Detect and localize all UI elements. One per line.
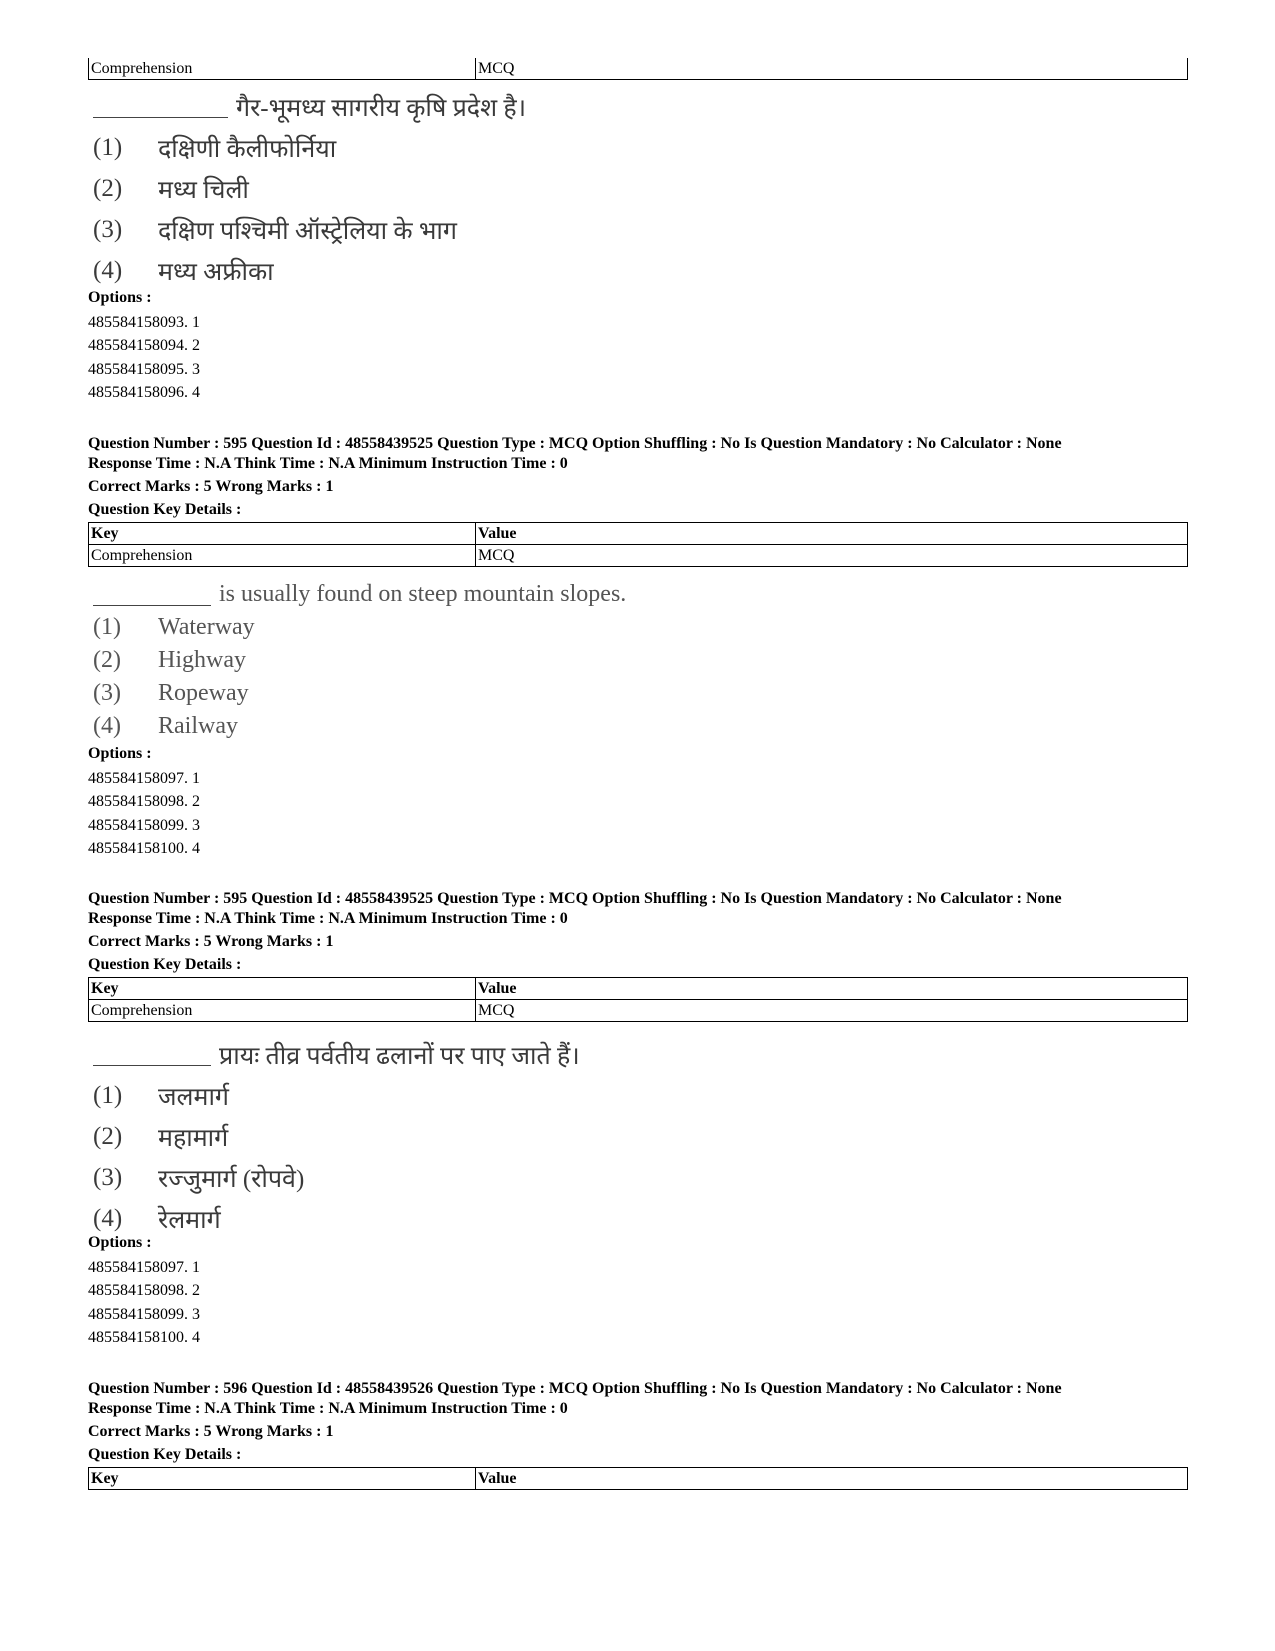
question-image xyxy=(93,1034,580,1239)
table-header-row xyxy=(89,978,1188,1000)
table-header-key: Key xyxy=(89,978,476,1000)
option-number: (2) xyxy=(93,1122,123,1150)
question-meta-line: Question Number : 596 Question Id : 48558439526 Question Type : MCQ Option Shuffling : No Is Question Mandatory : No Calculator : None xyxy=(88,1380,1062,1397)
option-number: (1) xyxy=(93,614,121,640)
key-value-table xyxy=(88,977,1188,1022)
option-id: 485584158098. 2 xyxy=(88,793,200,811)
key-value-table xyxy=(88,1467,1188,1490)
question-option xyxy=(93,1116,580,1157)
table-cell-value: MCQ xyxy=(476,1000,1188,1022)
option-id: 485584158096. 4 xyxy=(88,383,200,401)
question-option xyxy=(93,1198,580,1239)
option-number: (1) xyxy=(93,1081,123,1109)
question-option xyxy=(93,127,526,168)
table-header-value: Value xyxy=(476,1468,1188,1490)
option-text: जलमार्ग xyxy=(158,1083,230,1111)
question-meta-line: Response Time : N.A Think Time : N.A Minimum Instruction Time : 0 xyxy=(88,454,568,472)
question-meta xyxy=(88,434,1062,519)
question-option xyxy=(93,209,526,250)
table-row xyxy=(89,58,1188,80)
table-cell-value: MCQ xyxy=(476,545,1188,567)
question-stem-text: प्रायः तीव्र पर्वतीय ढलानों पर पाए जाते हैं। xyxy=(219,1042,580,1070)
table-cell-key: Comprehension xyxy=(89,545,476,567)
table-row xyxy=(89,545,1188,567)
key-details-label: Question Key Details : xyxy=(88,1445,242,1463)
question-stem-text: गैर-भूमध्य सागरीय कृषि प्रदेश है। xyxy=(236,94,527,122)
table-header-row xyxy=(89,1468,1188,1490)
question-option xyxy=(93,1075,580,1116)
table-header-key: Key xyxy=(89,523,476,545)
question-meta xyxy=(88,1379,1062,1464)
option-text: रज्जुमार्ग (रोपवे) xyxy=(158,1165,305,1193)
option-text: Highway xyxy=(158,647,246,673)
option-number: (3) xyxy=(93,1163,123,1191)
option-number: (2) xyxy=(93,647,121,673)
answer-blank xyxy=(93,1043,211,1066)
option-text: दक्षिण पश्चिमी ऑस्ट्रेलिया के भाग xyxy=(158,217,457,245)
options-list xyxy=(88,311,200,404)
question-meta-line: Response Time : N.A Think Time : N.A Minimum Instruction Time : 0 xyxy=(88,909,568,927)
option-number: (3) xyxy=(93,680,121,706)
key-value-table xyxy=(88,522,1188,567)
question-option xyxy=(93,644,626,677)
option-id: 485584158095. 3 xyxy=(88,360,200,378)
question-option xyxy=(93,677,626,710)
option-id: 485584158100. 4 xyxy=(88,1328,200,1346)
option-number: (4) xyxy=(93,256,123,284)
option-text: Ropeway xyxy=(158,680,249,706)
question-stem-text: is usually found on steep mountain slopes. xyxy=(219,581,627,607)
table-cell-key: Comprehension xyxy=(89,1000,476,1022)
question-option xyxy=(93,611,626,644)
options-label: Options : xyxy=(88,745,152,762)
question-option xyxy=(93,250,526,291)
option-number: (3) xyxy=(93,215,123,243)
option-text: Railway xyxy=(158,713,238,739)
option-number: (1) xyxy=(93,133,123,161)
table-cell-value: MCQ xyxy=(476,58,1188,80)
option-text: महामार्ग xyxy=(158,1124,229,1152)
option-text: मध्य चिली xyxy=(158,176,249,204)
table-cell-key: Comprehension xyxy=(89,58,476,80)
question-meta-line: Response Time : N.A Think Time : N.A Minimum Instruction Time : 0 xyxy=(88,1399,568,1417)
question-option xyxy=(93,1157,580,1198)
option-number: (4) xyxy=(93,713,121,739)
option-id: 485584158094. 2 xyxy=(88,337,200,355)
option-id: 485584158099. 3 xyxy=(88,816,200,834)
question-stem xyxy=(93,578,626,611)
marks-line: Correct Marks : 5 Wrong Marks : 1 xyxy=(88,477,334,495)
question-image xyxy=(93,86,526,291)
table-header-row xyxy=(89,523,1188,545)
option-number: (2) xyxy=(93,174,123,202)
options-list xyxy=(88,1256,200,1349)
key-details-label: Question Key Details : xyxy=(88,500,242,518)
options-label: Options : xyxy=(88,289,152,306)
question-meta-line: Question Number : 595 Question Id : 48558439525 Question Type : MCQ Option Shuffling : No Is Question Mandatory : No Calculator : None xyxy=(88,890,1062,907)
question-meta-line: Question Number : 595 Question Id : 48558439525 Question Type : MCQ Option Shuffling : No Is Question Mandatory : No Calculator : None xyxy=(88,435,1062,452)
question-meta xyxy=(88,889,1062,974)
answer-blank xyxy=(93,583,211,606)
option-id: 485584158097. 1 xyxy=(88,770,200,787)
option-id: 485584158100. 4 xyxy=(88,839,200,857)
question-stem xyxy=(93,86,526,127)
question-image xyxy=(93,578,626,743)
option-id: 485584158099. 3 xyxy=(88,1305,200,1323)
option-text: रेलमार्ग xyxy=(158,1206,221,1234)
options-label: Options : xyxy=(88,1234,152,1251)
table-header-value: Value xyxy=(476,523,1188,545)
marks-line: Correct Marks : 5 Wrong Marks : 1 xyxy=(88,1422,334,1440)
question-option xyxy=(93,710,626,743)
option-id: 485584158097. 1 xyxy=(88,1259,200,1276)
option-number: (4) xyxy=(93,1204,123,1232)
question-option xyxy=(93,168,526,209)
option-text: Waterway xyxy=(158,614,255,640)
table-header-key: Key xyxy=(89,1468,476,1490)
options-list xyxy=(88,767,200,860)
marks-line: Correct Marks : 5 Wrong Marks : 1 xyxy=(88,932,334,950)
key-details-label: Question Key Details : xyxy=(88,955,242,973)
question-stem xyxy=(93,1034,580,1075)
answer-blank xyxy=(93,95,228,118)
option-text: मध्य अफ्रीका xyxy=(158,258,274,286)
key-value-table xyxy=(88,58,1188,80)
table-row xyxy=(89,1000,1188,1022)
table-header-value: Value xyxy=(476,978,1188,1000)
option-id: 485584158093. 1 xyxy=(88,314,200,331)
option-id: 485584158098. 2 xyxy=(88,1282,200,1300)
option-text: दक्षिणी कैलीफोर्निया xyxy=(158,135,337,163)
